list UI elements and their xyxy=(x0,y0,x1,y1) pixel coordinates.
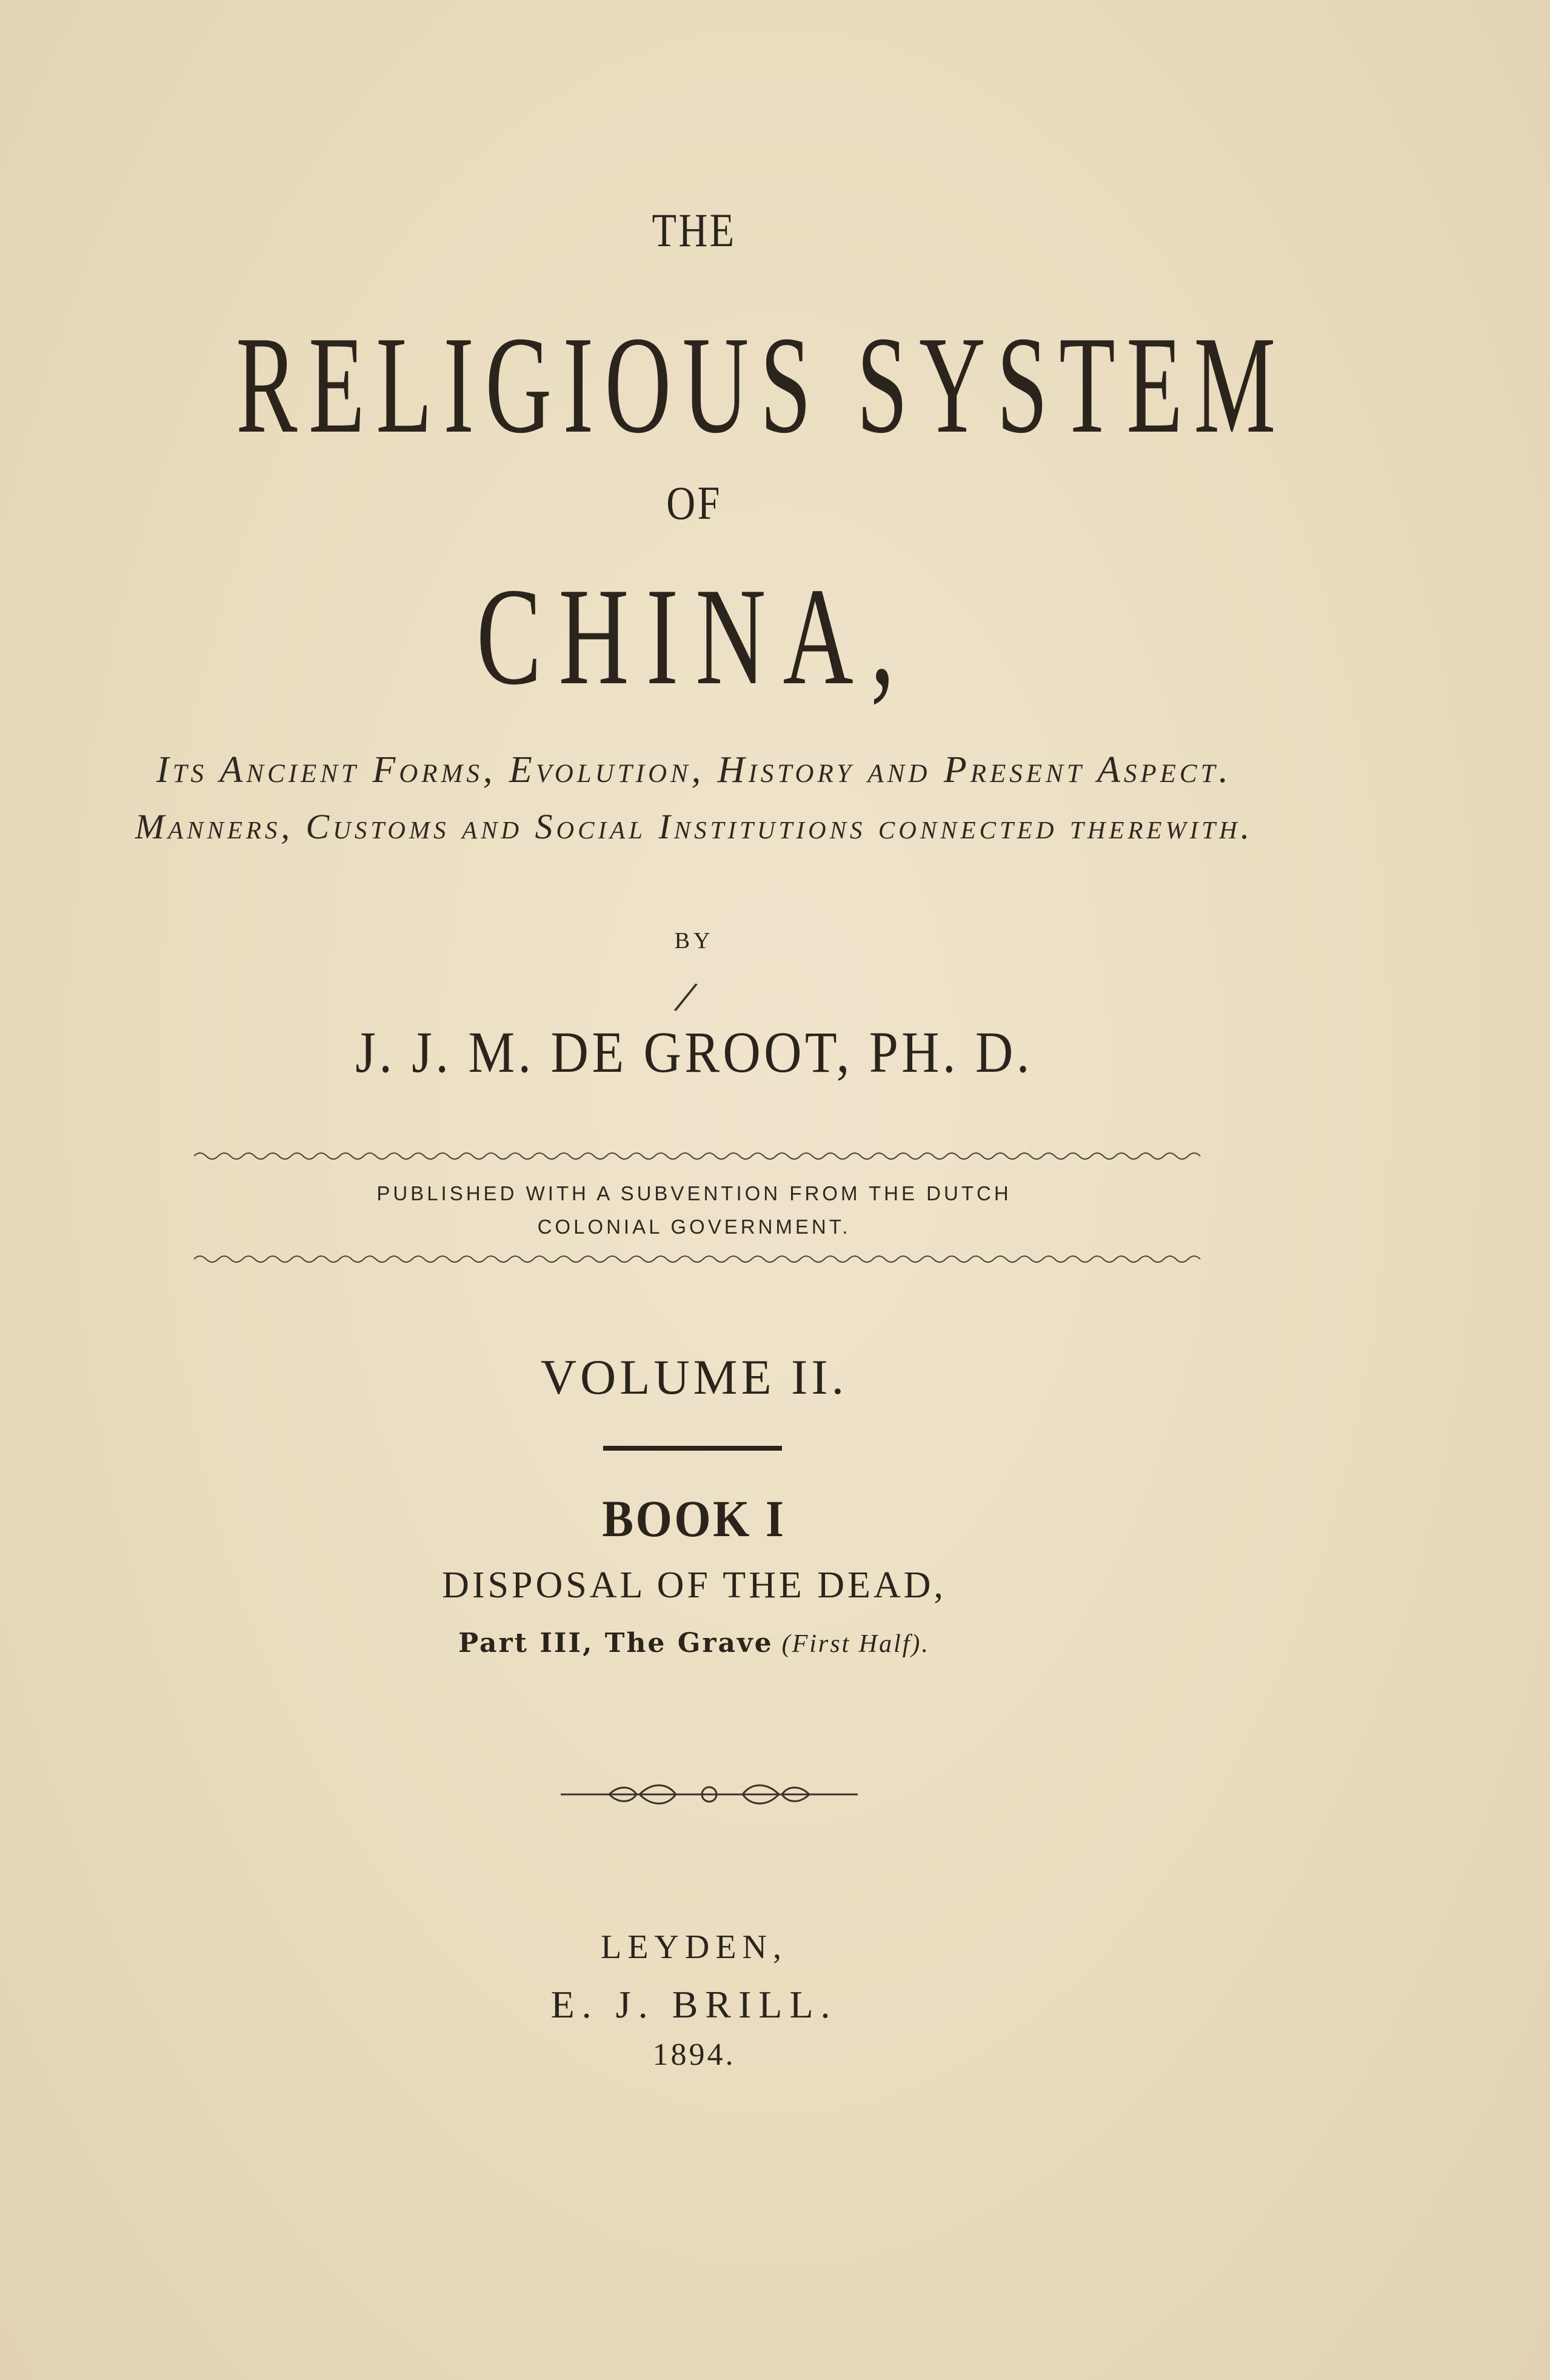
author-name: J. J. M. DE GROOT, PH. D. xyxy=(355,1020,1033,1085)
by-label: BY xyxy=(674,928,714,954)
subtitle-line-2: Manners, Customs and Social Institutions connected therewith. xyxy=(135,807,1254,846)
horizontal-rule xyxy=(603,1446,782,1451)
publication-year: 1894. xyxy=(652,2037,736,2072)
title-of: OF xyxy=(666,476,722,529)
wavy-rule-top xyxy=(194,1149,1206,1163)
subtitle-line-1: Its Ancient Forms, Evolution, History and Present Aspect. xyxy=(156,749,1232,791)
title-main: RELIGIOUS SYSTEM xyxy=(236,307,1287,462)
title-the: THE xyxy=(652,204,737,256)
publication-note-line-2: COLONIAL GOVERNMENT. xyxy=(537,1215,851,1238)
part-label: Part III, The Grave xyxy=(458,1628,773,1659)
part-note: (First Half). xyxy=(781,1630,930,1658)
publication-note-line-1: PUBLISHED WITH A SUBVENTION FROM THE DUTCH xyxy=(376,1182,1012,1205)
book-label: BOOK I xyxy=(602,1489,786,1548)
place-of-publication: LEYDEN, xyxy=(601,1928,787,1966)
title-country: CHINA, xyxy=(476,559,912,714)
volume-label: VOLUME II. xyxy=(540,1349,848,1405)
wavy-rule-bottom xyxy=(194,1252,1206,1266)
book-title: DISPOSAL OF THE DEAD, xyxy=(442,1565,946,1606)
ornament-divider xyxy=(561,1779,858,1810)
publisher-name: E. J. BRILL. xyxy=(550,1983,838,2026)
pencil-check-mark: / xyxy=(670,969,701,1025)
part-line xyxy=(0,1628,1388,1659)
